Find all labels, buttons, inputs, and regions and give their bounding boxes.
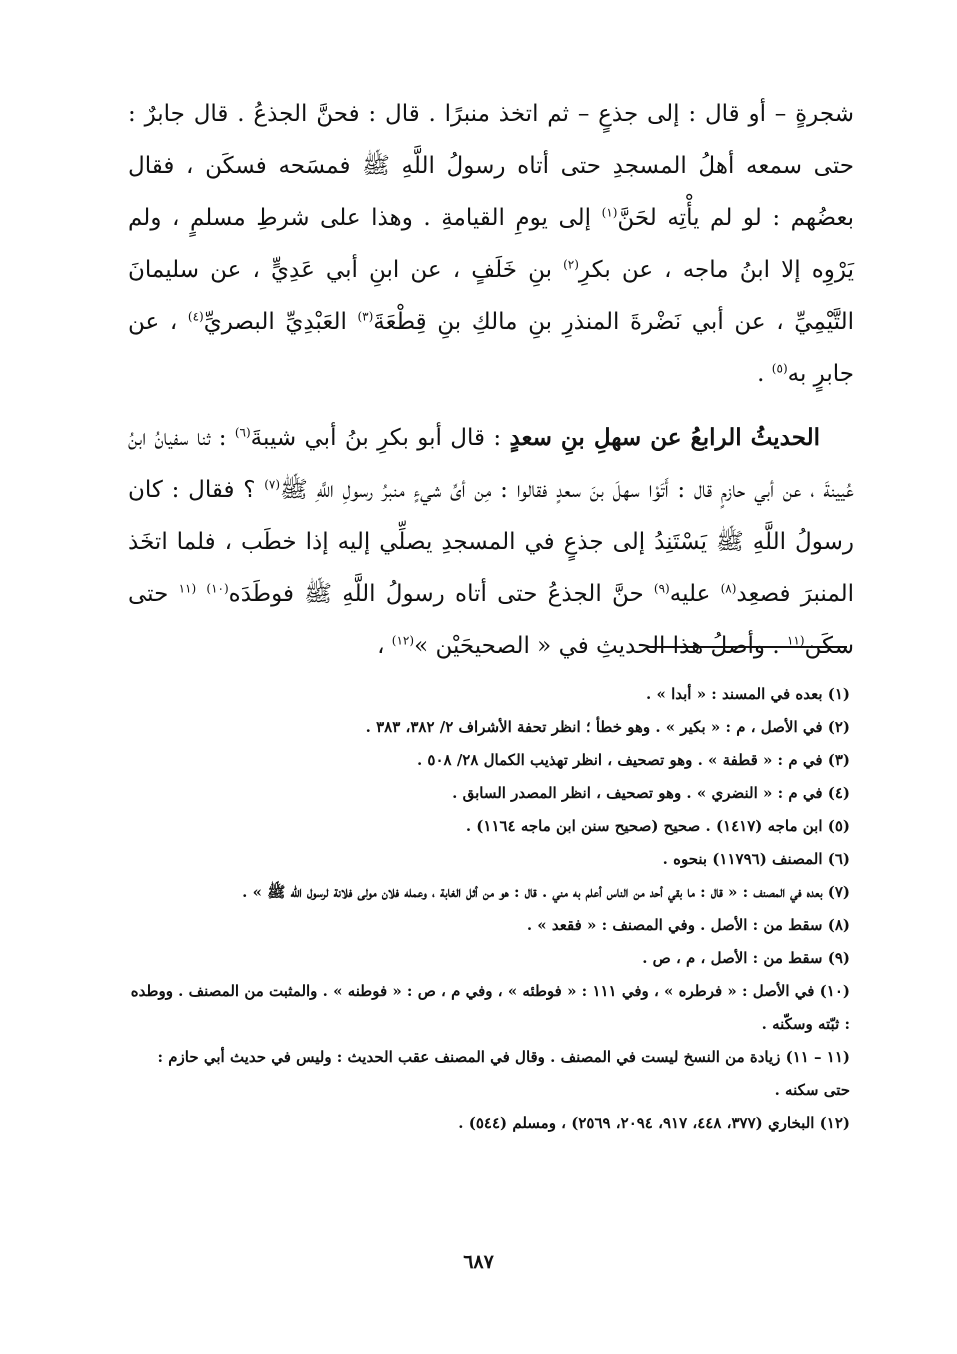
text-segment: العَبْدِيِّ البصريِّ [203,309,358,335]
text-segment: حتى سكَن [128,581,854,659]
footnote-7: (٧) بعده في المصنف : « قال : ما بقي أحد من الناس أعلم به مني . قال : هو من أثل الغابة ، وعمله فلان مولى فلانة لرسول الله ﷺ » . [242,883,850,901]
footnote-5: (٥) ابن ماجه (١٤١٧) . صحيح (صحيح سنن ابن ماجه ١١٦٤) . [465,817,850,835]
text-segment: : ثنا سفيانُ ابنُ عُيينةَ ، عن أبي حازمٍ قال : أَتَوْا سهلَ بنَ سعدٍ فقالوا : مِن أىِّ شيءٍ منبرُ رسولِ اللَّهِ ﷺ [128,425,854,503]
text-segment: بنِ خَلَفٍ ، عن ابنِ أبي عَدِيٍّ ، عن سليمانَ التَّيْمِيِّ ، عن أبي نَضْرةَ المنذرِ بنِ مالكِ بنِ قِطْعَةَ [128,257,854,335]
text-segment: عليه [669,581,721,607]
footnote-1: (١) بعده في المسند : « أبدا » . [646,685,850,703]
text-segment: ، عن جابرٍ به [128,309,854,387]
text-segment [196,581,206,607]
footnote-marker[interactable]: (٧) [264,477,281,492]
section-heading: الحديثُ الرابعُ عن سهلِ بنِ سعدٍ [509,424,820,451]
footnote-marker[interactable]: (٢) [563,257,579,272]
footnote-4: (٤) في م : « النضري » . وهو تصحيف ، انظر المصدر السابق . [452,784,850,802]
footnote-6: (٦) المصنف (١١٧٩٦) بنحوه . [662,850,850,868]
footnote-11: (١١ – ١١) زيادة من النسخ ليست في المصنف . وقال في المصنف عقب الحديث : وليس في حديث أبي حازم : حتى سكنه . [157,1048,850,1099]
text-segment: ، [377,633,392,659]
text-segment: ؟ فقال : كان رسولُ اللَّهِ ﷺ يَسْتَنِدُ إلى جذعٍ في المسجدِ يصلِّي إليه إذا خطَب ، فلما اتخَذ المنبرَ فصعِد [128,477,855,607]
footnote-3: (٣) في م : « قطفة » . وهو تصحيف ، انظر تهذيب الكمال ٢٨/ ٥٠٨ . [416,751,850,769]
footnote-12: (١٢) البخاري (٣٧٧، ٤٤٨، ٩١٧، ٢٠٩٤، ٢٥٦٩) ، ومسلم (٥٤٤) . [458,1114,850,1132]
text-segment: . وأصلُ هذا الحديثِ في « الصحيحَيْن » [414,633,787,659]
footnote-marker[interactable]: (١١ [178,581,197,596]
footnote-marker[interactable]: (١١ [786,633,805,648]
footnote-marker[interactable]: (٥) [771,361,788,376]
footnote-divider [647,646,847,648]
text-segment: . [757,361,772,387]
footnote-marker[interactable]: (١٠) [206,581,229,596]
page-number: ٦٨٧ [463,1251,494,1273]
footnote-marker[interactable]: (٣) [357,309,374,324]
text-segment: إلى يومِ القيامةِ . وهذا على شرطِ مسلمٍ ، ولم يَرْوِه إلا ابنُ ماجه ، عن بكرِ [128,205,854,283]
text-segment: حنَّ الجذعُ حتى أتاه رسولُ اللَّهِ ﷺ فوطَدَه [228,581,654,607]
footnote-marker[interactable]: (٩) [653,581,670,596]
footnote-8: (٨) سقط من : الأصل . وفي المصنف : « فقعد » . [526,916,850,934]
footnote-marker[interactable]: (١) [601,205,618,220]
footnote-marker[interactable]: (٨) [720,581,737,596]
text-segment: شجرةٍ – أو قال : إلى جذعٍ – ثم اتخذ منبرًا . قال : فحنَّ الجذعُ . قال جابرٌ : حتى سمعه أهلُ المسجدِ حتى أتاه رسولُ اللَّهِ ﷺ فمسَحه فسكَن ، فقال بعضُهم : لو لم يأْتِه لحَنَّ [128,101,854,231]
footnote-marker[interactable]: (١٢) [391,633,415,648]
paragraph-hadith-sahl [128,412,854,672]
footnote-marker[interactable]: (٤) [187,309,204,324]
footnote-marker[interactable]: (٦) [234,425,251,440]
text-segment: : قال أبو بكرِ بنُ أبي شيبةَ [250,425,510,451]
paragraph-hadith-jabir [128,88,854,400]
footnote-10: (١٠) في الأصل : « فرطره » ، وفي ١١١ : « فوطئه » ، وفي م ، ص : « فوطنه » . والمثبت من المصنف . ووطده : ثبّته وسكّنه . [130,982,850,1033]
main-text [128,88,854,672]
footnote-2: (٢) في الأصل ، م : « بكير » . وهو خطأ ؛ انظر تحفة الأشراف ٢/ ٣٨٢، ٣٨٣ . [365,718,850,736]
footnotes [128,678,850,1140]
footnote-9: (٩) سقط من : الأصل ، م ، ص . [642,949,850,967]
